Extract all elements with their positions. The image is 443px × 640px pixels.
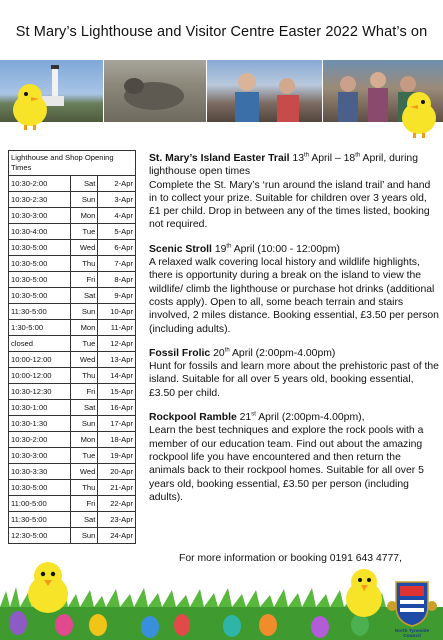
opening-time-cell: 11:00-5:00 [9,496,71,512]
date-cell: 5-Apr [98,224,136,240]
date-cell: 4-Apr [98,208,136,224]
date-cell: 2-Apr [98,176,136,192]
event-title: Fossil Frolic [149,347,211,359]
day-cell: Mon [70,432,98,448]
event-title: Scenic Stroll [149,243,212,255]
date-cell: 20-Apr [98,464,136,480]
table-row [9,432,136,448]
date-cell: 3-Apr [98,192,136,208]
events-list [149,152,439,515]
day-cell: Thu [70,480,98,496]
table-row [9,368,136,384]
chick-icon [397,88,441,138]
council-logo-text: North Tyneside Council [394,629,430,639]
table-row [9,416,136,432]
chick-icon [8,80,52,130]
date-cell: 22-Apr [98,496,136,512]
table-row [9,336,136,352]
event-title: Rockpool Ramble [149,412,237,424]
day-cell: Fri [70,272,98,288]
table-row [9,352,136,368]
table-row [9,304,136,320]
opening-time-cell: 10:30-3:30 [9,464,71,480]
table-row [9,448,136,464]
day-cell: Wed [70,464,98,480]
opening-time-cell: 10:30-3:00 [9,448,71,464]
children-photo [207,60,322,122]
date-cell: 12-Apr [98,336,136,352]
chick-icon [22,558,74,618]
date-cell: 15-Apr [98,384,136,400]
day-cell: Mon [70,208,98,224]
table-row [9,400,136,416]
opening-time-cell: 10:30-2:00 [9,176,71,192]
opening-time-cell: 10:30-1:30 [9,416,71,432]
table-row [9,208,136,224]
opening-time-cell: 10:30-12:30 [9,384,71,400]
council-logo [386,576,438,638]
date-cell: 14-Apr [98,368,136,384]
table-row [9,480,136,496]
event-description: Hunt for fossils and learn more about the prehistoric past of the island. Suitable for all over 5 years old, booking essential, £3.50 per child. [149,361,439,399]
day-cell: Wed [70,240,98,256]
event-description: Complete the St. Mary’s ‘run around the island trail’ and hand in to collect your prize. Suitable for children over 3 years old, £1 per child. Drop in between any of the times listed, booking not required. [149,179,431,231]
day-cell: Sun [70,416,98,432]
opening-time-cell: 10:30-1:00 [9,400,71,416]
opening-time-cell: 10:30-5:00 [9,240,71,256]
day-cell: Sun [70,304,98,320]
day-cell: Mon [70,320,98,336]
date-cell: 13-Apr [98,352,136,368]
date-cell: 7-Apr [98,256,136,272]
opening-time-cell: 12:30-5:00 [9,528,71,544]
day-cell: Wed [70,352,98,368]
day-cell: Sun [70,192,98,208]
table-row [9,384,136,400]
date-cell: 6-Apr [98,240,136,256]
table-row [9,240,136,256]
photo-strip [0,60,443,122]
date-cell: 18-Apr [98,432,136,448]
table-row [9,464,136,480]
date-cell: 23-Apr [98,512,136,528]
opening-time-cell: 10:30-5:00 [9,288,71,304]
opening-time-cell: 10:30-4:00 [9,224,71,240]
opening-times-table [8,150,136,544]
table-row [9,320,136,336]
opening-time-cell: 1:30-5:00 [9,320,71,336]
opening-time-cell: closed [9,336,71,352]
seal-photo [104,60,206,122]
table-row [9,192,136,208]
table-row [9,176,136,192]
table-row [9,496,136,512]
opening-time-cell: 10:30-5:00 [9,272,71,288]
event-description: Learn the best techniques and explore the rock pools with a member of our education team. Find out about the amazing rockpool life you have encountered and then return the animals back to their rockpool homes. Suitable for all over 5 years old, booking essential, £3.50 per person (including adults). [149,425,424,503]
event-scenic-stroll [149,243,439,336]
day-cell: Tue [70,448,98,464]
event-date: 21st April (2:00pm-4.00pm), [239,411,365,424]
opening-time-cell: 11:30-5:00 [9,512,71,528]
opening-time-cell: 10:30-5:00 [9,256,71,272]
date-cell: 8-Apr [98,272,136,288]
event-description: A relaxed walk covering local history and wildlife highlights, there is opportunity during a break on the island to view the wildlife/ climb the lighthouse or purchase hot drinks (additional costs apply). Open to all, some beach terrain and stairs involved, 2 miles distance. Booking essential, £3.50 per person (including adults). [149,257,439,335]
day-cell: Tue [70,336,98,352]
day-cell: Sat [70,400,98,416]
day-cell: Sat [70,176,98,192]
day-cell: Thu [70,368,98,384]
event-title: St. Mary’s Island Easter Trail [149,153,290,164]
day-cell: Fri [70,496,98,512]
date-cell: 21-Apr [98,480,136,496]
opening-time-cell: 10:30-5:00 [9,480,71,496]
event-date: 13th April – 18th April, during lighthouse open times [149,152,418,178]
date-cell: 9-Apr [98,288,136,304]
event-rockpool-ramble [149,411,439,504]
table-row [9,512,136,528]
opening-time-cell: 11:30-5:00 [9,304,71,320]
date-cell: 17-Apr [98,416,136,432]
table-row [9,272,136,288]
table-row [9,224,136,240]
opening-time-cell: 10:00-12:00 [9,352,71,368]
date-cell: 10-Apr [98,304,136,320]
date-cell: 16-Apr [98,400,136,416]
day-cell: Sat [70,288,98,304]
event-easter-trail [149,152,439,232]
table-row [9,528,136,544]
contact-info: For more information or booking 0191 643 4777, [179,553,402,564]
opening-time-cell: 10:30-3:00 [9,208,71,224]
opening-time-cell: 10:30-2:30 [9,192,71,208]
table-row [9,256,136,272]
date-cell: 24-Apr [98,528,136,544]
opening-times-header: Lighthouse and Shop Opening Times [8,150,136,175]
day-cell: Tue [70,224,98,240]
event-fossil-frolic [149,347,439,400]
event-date: 19th April (10:00 - 12:00pm) [214,243,341,255]
date-cell: 19-Apr [98,448,136,464]
table-row [9,288,136,304]
day-cell: Sun [70,528,98,544]
day-cell: Sat [70,512,98,528]
day-cell: Thu [70,256,98,272]
event-date: 20th April (2:00pm-4.00pm) [213,347,336,359]
page-title: St Mary’s Lighthouse and Visitor Centre Easter 2022 What’s on [15,24,428,40]
opening-time-cell: 10:00-12:00 [9,368,71,384]
opening-time-cell: 10:30-2:00 [9,432,71,448]
chick-icon [340,565,388,621]
day-cell: Fri [70,384,98,400]
date-cell: 11-Apr [98,320,136,336]
